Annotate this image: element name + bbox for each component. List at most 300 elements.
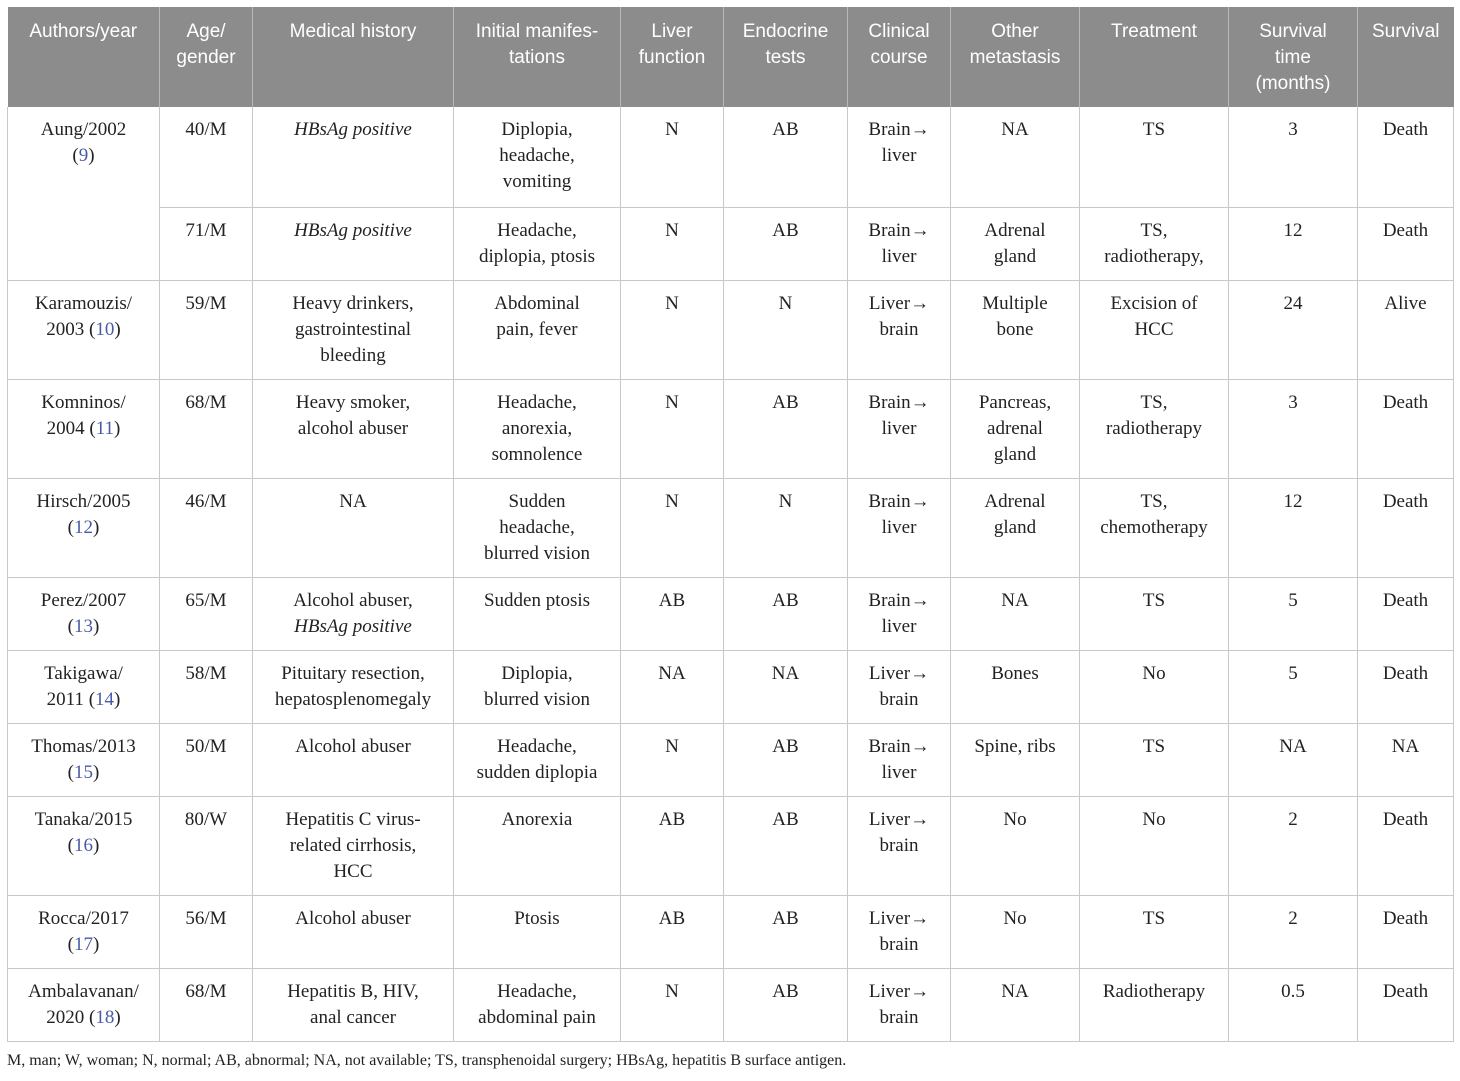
clinical-course-cell <box>848 379 951 478</box>
other-metastasis-cell <box>951 577 1080 650</box>
cell-text: Adrenal <box>984 219 1046 241</box>
cell-text: Headache, <box>497 735 577 757</box>
cell-text: TS <box>1142 735 1166 757</box>
age-gender-cell: 59/M <box>160 280 253 379</box>
column-header <box>848 7 951 107</box>
cell-text: bone <box>996 318 1034 340</box>
author-text: 2004 (11) <box>46 417 121 439</box>
cell-text: Alcohol abuser <box>295 735 411 757</box>
cell-text: Headache, <box>497 980 577 1002</box>
medical-history-cell <box>253 796 454 895</box>
cell-text: sudden diplopia <box>476 761 598 783</box>
header-text: Medical history <box>289 21 417 42</box>
cell-text: TS <box>1142 907 1166 929</box>
author-name: Karamouzis/ <box>34 292 133 314</box>
liver-function-cell: AB <box>621 796 724 895</box>
author-name: Hirsch/2005 <box>36 490 131 512</box>
survival-time-cell: 5 <box>1229 650 1358 723</box>
treatment-cell <box>1080 107 1229 207</box>
author-cell <box>8 968 160 1041</box>
manifestations-cell <box>454 968 621 1041</box>
header-text: Survival <box>1371 21 1440 42</box>
cell-text: Bones <box>991 662 1039 684</box>
cell-text: radiotherapy <box>1105 417 1202 439</box>
medical-history-cell <box>253 107 454 207</box>
cell-text: gland <box>993 245 1037 267</box>
clinical-course-cell <box>848 650 951 723</box>
other-metastasis-cell <box>951 796 1080 895</box>
author-name: Rocca/2017 <box>38 907 129 929</box>
endocrine-tests-cell: AB <box>724 895 848 968</box>
cell-text: HBsAg positive <box>294 615 412 637</box>
table-container <box>7 7 1453 1042</box>
reference-link[interactable]: 9 <box>78 145 89 166</box>
author-name: 2003 <box>46 318 85 340</box>
clinical-course-cell <box>848 207 951 280</box>
age-gender-cell: 71/M <box>160 207 253 280</box>
cell-text: Alcohol abuser, <box>293 589 413 611</box>
survival-cell: Death <box>1358 107 1454 207</box>
author-text <box>12 489 155 515</box>
table-row <box>8 107 1454 207</box>
cell-text: Sudden ptosis <box>483 589 591 611</box>
treatment-cell <box>1080 379 1229 478</box>
cell-text: Heavy drinkers, <box>292 292 414 314</box>
cell-text: diplopia, ptosis <box>478 245 596 267</box>
column-header <box>454 7 621 107</box>
header-text: Initial manifes- <box>475 21 599 42</box>
author-text <box>12 661 155 687</box>
clinical-course-cell <box>848 723 951 796</box>
cell-text: Alcohol abuser <box>295 907 411 929</box>
treatment-cell <box>1080 650 1229 723</box>
header-text: Survival <box>1259 21 1327 42</box>
survival-cell: Death <box>1358 577 1454 650</box>
cell-text: NA <box>1001 589 1029 611</box>
manifestations-cell <box>454 650 621 723</box>
manifestations-cell <box>454 207 621 280</box>
header-text: Endocrine <box>742 21 829 42</box>
author-name: 2020 <box>46 1006 85 1028</box>
header-row <box>8 7 1454 107</box>
cell-text: NA <box>339 490 367 512</box>
cell-text: Hepatitis C virus- <box>285 808 421 830</box>
cell-text: radiotherapy, <box>1104 245 1204 267</box>
endocrine-tests-cell: NA <box>724 650 848 723</box>
cell-text: Liver→ <box>868 980 930 1002</box>
clinical-course-cell <box>848 796 951 895</box>
cell-text: Hepatitis B, HIV, <box>287 980 419 1002</box>
cell-text: Brain→ <box>868 589 930 611</box>
cell-text: Headache, <box>497 391 577 413</box>
cell-text: blurred vision <box>483 688 591 710</box>
cell-text: No <box>1003 907 1027 929</box>
cell-text: TS, <box>1140 219 1168 241</box>
other-metastasis-cell <box>951 379 1080 478</box>
header-text: gender <box>176 47 236 68</box>
cell-text: blurred vision <box>483 542 591 564</box>
column-header <box>1229 7 1358 107</box>
manifestations-cell <box>454 723 621 796</box>
survival-time-cell: 0.5 <box>1229 968 1358 1041</box>
author-text <box>12 906 155 932</box>
survival-cell: Death <box>1358 796 1454 895</box>
header-text: (months) <box>1255 73 1331 94</box>
survival-time-cell: 3 <box>1229 107 1358 207</box>
other-metastasis-cell <box>951 107 1080 207</box>
table-row <box>8 478 1454 577</box>
cell-text: Spine, ribs <box>974 735 1056 757</box>
header-text: Age/ <box>186 21 226 42</box>
column-header <box>1358 7 1454 107</box>
table-row <box>8 280 1454 379</box>
liver-function-cell: N <box>621 379 724 478</box>
author-text: 2020 (18) <box>46 1006 121 1028</box>
manifestations-cell <box>454 280 621 379</box>
reference-link[interactable]: 14 <box>95 688 115 710</box>
cell-text: Pancreas, <box>978 391 1052 413</box>
column-header <box>951 7 1080 107</box>
cell-text: HBsAg positive <box>294 219 412 241</box>
cell-text: vomiting <box>502 171 572 192</box>
treatment-cell <box>1080 207 1229 280</box>
cell-text: Brain→ <box>868 119 930 140</box>
cell-text: gastrointestinal <box>294 318 412 340</box>
cell-text: related cirrhosis, <box>289 834 417 856</box>
other-metastasis-cell <box>951 723 1080 796</box>
age-gender-cell: 40/M <box>160 107 253 207</box>
liver-function-cell: N <box>621 280 724 379</box>
cell-text: liver <box>881 615 917 637</box>
author-name: Tanaka/2015 <box>34 808 133 830</box>
cell-text: No <box>1142 808 1166 830</box>
endocrine-tests-cell: AB <box>724 207 848 280</box>
survival-cell: Death <box>1358 379 1454 478</box>
treatment-cell <box>1080 796 1229 895</box>
cell-text: brain <box>879 933 919 955</box>
header-text: tests <box>765 47 806 68</box>
other-metastasis-cell <box>951 280 1080 379</box>
cell-text: brain <box>879 1006 919 1028</box>
table-row <box>8 796 1454 895</box>
endocrine-tests-cell: AB <box>724 107 848 207</box>
table-body <box>8 107 1454 1041</box>
reference-link[interactable]: 13 <box>74 615 93 637</box>
survival-time-cell: 2 <box>1229 796 1358 895</box>
cell-text: Multiple <box>982 292 1048 314</box>
clinical-course-cell <box>848 107 951 207</box>
treatment-cell <box>1080 280 1229 379</box>
endocrine-tests-cell: AB <box>724 723 848 796</box>
cell-text: Brain→ <box>868 735 930 757</box>
column-header <box>1080 7 1229 107</box>
cell-text: NA <box>1001 119 1029 140</box>
author-name: Perez/2007 <box>40 589 127 611</box>
author-ref-line: (15) <box>67 761 100 783</box>
medical-history-cell <box>253 895 454 968</box>
cell-text: brain <box>879 834 919 856</box>
cell-text: Liver→ <box>868 907 930 929</box>
survival-cell: Death <box>1358 207 1454 280</box>
survival-time-cell: 2 <box>1229 895 1358 968</box>
cell-text: Headache, <box>497 219 577 241</box>
author-cell <box>8 577 160 650</box>
cell-text: Adrenal <box>984 490 1046 512</box>
age-gender-cell: 58/M <box>160 650 253 723</box>
cell-text: TS <box>1142 119 1166 140</box>
cell-text: liver <box>881 761 917 783</box>
age-gender-cell: 50/M <box>160 723 253 796</box>
other-metastasis-cell <box>951 895 1080 968</box>
author-cell <box>8 650 160 723</box>
survival-time-cell: 24 <box>1229 280 1358 379</box>
cell-text: Abdominal <box>494 292 580 314</box>
author-name: Ambalavanan/ <box>28 980 139 1002</box>
cell-text: bleeding <box>320 344 386 366</box>
author-ref-line: (12) <box>67 516 100 538</box>
manifestations-cell <box>454 379 621 478</box>
treatment-cell <box>1080 723 1229 796</box>
header-text: Treatment <box>1111 21 1197 42</box>
cell-text: chemotherapy <box>1100 516 1208 538</box>
cell-text: Brain→ <box>868 219 930 241</box>
cell-text: gland <box>993 443 1037 465</box>
cell-text: anal cancer <box>310 1006 396 1028</box>
cell-text: pain, fever <box>496 318 578 340</box>
liver-function-cell: N <box>621 207 724 280</box>
survival-cell: Death <box>1358 968 1454 1041</box>
cell-text: Sudden <box>508 490 566 512</box>
cell-text: TS, <box>1140 391 1168 413</box>
reference-link[interactable]: 17 <box>74 933 93 955</box>
clinical-course-cell <box>848 968 951 1041</box>
header-text: function <box>638 47 706 68</box>
endocrine-tests-cell: N <box>724 280 848 379</box>
cell-text: Brain→ <box>868 490 930 512</box>
cell-text: TS, <box>1140 490 1168 512</box>
header-text: tations <box>509 47 565 68</box>
author-name: 2004 <box>46 417 85 439</box>
treatment-cell <box>1080 577 1229 650</box>
liver-function-cell: AB <box>621 895 724 968</box>
survival-cell: NA <box>1358 723 1454 796</box>
cell-text: liver <box>881 417 917 439</box>
medical-history-cell <box>253 650 454 723</box>
table-row <box>8 723 1454 796</box>
cell-text: No <box>1142 662 1166 684</box>
author-ref-line: (17) <box>67 933 100 955</box>
cell-text: Liver→ <box>868 292 930 314</box>
author-cell <box>8 796 160 895</box>
age-gender-cell: 80/W <box>160 796 253 895</box>
medical-history-cell <box>253 723 454 796</box>
medical-history-cell <box>253 478 454 577</box>
cell-text: Liver→ <box>868 662 930 684</box>
manifestations-cell <box>454 796 621 895</box>
age-gender-cell: 68/M <box>160 379 253 478</box>
cell-text: brain <box>879 318 919 340</box>
reference-link[interactable]: 10 <box>95 318 115 340</box>
clinical-course-cell <box>848 280 951 379</box>
author-name: 2011 <box>46 688 84 710</box>
cell-text: liver <box>881 145 917 166</box>
author-text <box>12 291 155 317</box>
reference-link[interactable]: 16 <box>74 834 93 856</box>
author-text <box>12 734 155 760</box>
author-text: 2011 (14) <box>46 688 121 710</box>
survival-time-cell: 5 <box>1229 577 1358 650</box>
column-header <box>253 7 454 107</box>
author-name: Komninos/ <box>41 391 126 413</box>
cell-text: brain <box>879 688 919 710</box>
cell-text: somnolence <box>491 443 583 465</box>
header-text: Other <box>991 21 1039 42</box>
cell-text: Diplopia, <box>501 119 573 140</box>
column-header <box>8 7 160 107</box>
cell-text: HCC <box>1134 318 1174 340</box>
cell-text: NA <box>1001 980 1029 1002</box>
header-text: metastasis <box>969 47 1061 68</box>
liver-function-cell: N <box>621 723 724 796</box>
survival-time-cell: NA <box>1229 723 1358 796</box>
survival-cell: Alive <box>1358 280 1454 379</box>
other-metastasis-cell <box>951 478 1080 577</box>
table-row <box>8 650 1454 723</box>
survival-cell: Death <box>1358 478 1454 577</box>
cell-text: TS <box>1142 589 1166 611</box>
cell-text: adrenal <box>987 417 1043 439</box>
cell-text: Heavy smoker, <box>295 391 411 413</box>
table-footnote: M, man; W, woman; N, normal; AB, abnormal; NA, not available; TS, transphenoidal surgery; HBsAg, hepatitis B surface antigen. <box>7 1052 847 1069</box>
cell-text: No <box>1003 808 1027 830</box>
column-header <box>724 7 848 107</box>
header-text: course <box>870 47 928 68</box>
author-name: Takigawa/ <box>44 662 123 684</box>
cell-text: HBsAg positive <box>294 119 412 140</box>
age-gender-cell: 65/M <box>160 577 253 650</box>
cell-text: alcohol abuser <box>297 417 409 439</box>
endocrine-tests-cell: AB <box>724 796 848 895</box>
cell-text: liver <box>881 516 917 538</box>
author-cell <box>8 207 160 280</box>
author-name: Thomas/2013 <box>31 735 136 757</box>
liver-function-cell: AB <box>621 577 724 650</box>
header-text: Authors/year <box>29 21 138 42</box>
header-text: Liver <box>651 21 693 42</box>
reference-link[interactable]: 18 <box>95 1006 115 1028</box>
author-cell <box>8 478 160 577</box>
author-cell <box>8 379 160 478</box>
manifestations-cell <box>454 107 621 207</box>
liver-function-cell: N <box>621 478 724 577</box>
cell-text: Liver→ <box>868 808 930 830</box>
clinical-course-cell <box>848 577 951 650</box>
author-text: 2003 (10) <box>46 318 121 340</box>
survival-time-cell: 3 <box>1229 379 1358 478</box>
author-ref-line: (9) <box>72 145 95 166</box>
survival-time-cell: 12 <box>1229 478 1358 577</box>
other-metastasis-cell <box>951 968 1080 1041</box>
medical-history-cell <box>253 577 454 650</box>
liver-function-cell: NA <box>621 650 724 723</box>
cell-text: headache, <box>499 145 575 166</box>
medical-history-cell <box>253 280 454 379</box>
table-row <box>8 379 1454 478</box>
treatment-cell <box>1080 895 1229 968</box>
age-gender-cell: 46/M <box>160 478 253 577</box>
clinical-course-cell <box>848 895 951 968</box>
survival-time-cell: 12 <box>1229 207 1358 280</box>
cell-text: Excision of <box>1110 292 1198 314</box>
medical-history-cell <box>253 379 454 478</box>
endocrine-tests-cell: AB <box>724 379 848 478</box>
column-header <box>621 7 724 107</box>
case-report-table <box>7 7 1454 1042</box>
treatment-cell <box>1080 968 1229 1041</box>
cell-text: Anorexia <box>501 808 573 830</box>
medical-history-cell <box>253 968 454 1041</box>
cell-text: HCC <box>333 860 373 882</box>
clinical-course-cell <box>848 478 951 577</box>
manifestations-cell <box>454 895 621 968</box>
header-text: Clinical <box>868 21 930 42</box>
table-row <box>8 207 1454 280</box>
manifestations-cell <box>454 478 621 577</box>
age-gender-cell: 56/M <box>160 895 253 968</box>
reference-link[interactable]: 11 <box>95 417 115 439</box>
reference-link[interactable]: 12 <box>74 516 93 538</box>
author-cell <box>8 280 160 379</box>
cell-text: headache, <box>499 516 575 538</box>
author-text <box>12 390 155 416</box>
author-name: Aung/2002 <box>40 119 127 140</box>
cell-text: Ptosis <box>514 907 560 929</box>
cell-text: gland <box>993 516 1037 538</box>
liver-function-cell: N <box>621 968 724 1041</box>
survival-cell: Death <box>1358 650 1454 723</box>
header-text: time <box>1275 47 1311 68</box>
cell-text: Pituitary resection, <box>281 662 425 684</box>
reference-link[interactable]: 15 <box>74 761 93 783</box>
other-metastasis-cell <box>951 650 1080 723</box>
medical-history-cell <box>253 207 454 280</box>
cell-text: anorexia, <box>501 417 573 439</box>
author-ref-line: (13) <box>67 615 100 637</box>
table-row <box>8 968 1454 1041</box>
author-text <box>12 588 155 614</box>
liver-function-cell: N <box>621 107 724 207</box>
other-metastasis-cell <box>951 207 1080 280</box>
manifestations-cell <box>454 577 621 650</box>
survival-cell: Death <box>1358 895 1454 968</box>
table-row <box>8 895 1454 968</box>
treatment-cell <box>1080 478 1229 577</box>
author-text <box>12 807 155 833</box>
endocrine-tests-cell: N <box>724 478 848 577</box>
author-cell <box>8 107 160 207</box>
column-header <box>160 7 253 107</box>
cell-text: Brain→ <box>868 391 930 413</box>
author-text <box>12 979 155 1005</box>
cell-text: abdominal pain <box>478 1006 596 1028</box>
cell-text: Radiotherapy <box>1102 980 1206 1002</box>
endocrine-tests-cell: AB <box>724 577 848 650</box>
cell-text: Diplopia, <box>501 662 573 684</box>
endocrine-tests-cell: AB <box>724 968 848 1041</box>
cell-text: hepatosplenomegaly <box>274 688 432 710</box>
cell-text: liver <box>881 245 917 267</box>
age-gender-cell: 68/M <box>160 968 253 1041</box>
